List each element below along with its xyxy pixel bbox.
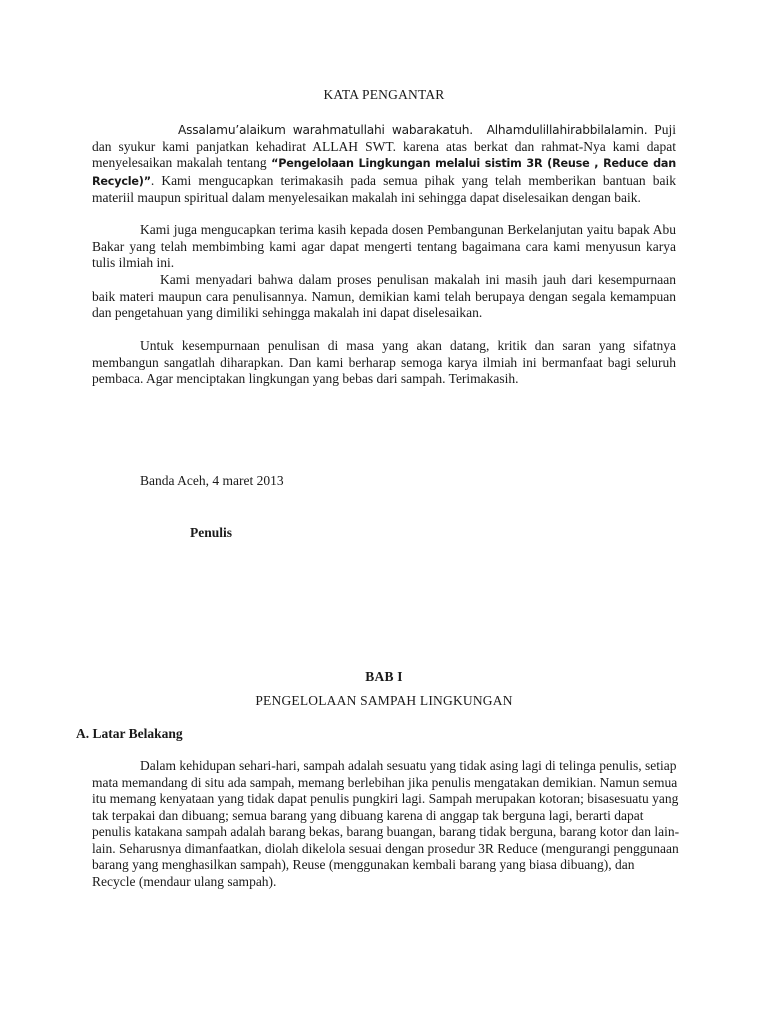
place-date: Banda Aceh, 4 maret 2013 <box>140 473 284 488</box>
section-heading: A. Latar Belakang <box>76 726 183 741</box>
background-paragraph: Dalam kehidupan sehari-hari, sampah adalah sesuatu yang tidak asing lagi di telinga penulis, setiap mata memandang di situ ada sampah, memang berlebihan jika penulis mengatakan demikian. Namun semua itu memang kenyataan yang tidak dapat penulis pungkiri lagi. Sampah merupakan kotoran; bisasesuatu yang tak terpakai dan dibuang; semua barang yang dibuang karena di anggap tak berguna lagi, berarti dapat penulis katakana sampah adalah barang bekas, barang buangan, barang tidak berguna, barang kotor dan lain-lain. Seharusnya dimanfaatkan, diolah dikelola sesuai dengan prosedur 3R Reduce (mengurangi penggunaan barang yang menghasilkan sampah), Reuse (menggunakan kembali barang yang biasa dibuang), dan Recycle (mendaur ulang sampah). <box>92 758 680 889</box>
chapter-number: BAB I <box>365 669 403 684</box>
preface-paragraph-1 <box>92 122 676 207</box>
preface-title: KATA PENGANTAR <box>323 87 445 102</box>
paper-title: “Pengelolaan Lingkungan melalui sistim 3R (Reuse , Reduce dan Recycle)” <box>92 157 676 188</box>
preface-paragraph-3: Kami menyadari bahwa dalam proses penulisan makalah ini masih jauh dari kesempurnaan baik materi maupun cara penulisannya. Namun, demikian kami telah berupaya dengan segala kemampuan dan pengetahuan yang dimiliki sehingga makalah ini dapat diselesaikan. <box>92 272 676 320</box>
preface-paragraph-4: Untuk kesempurnaan penulisan di masa yang akan datang, kritik dan saran yang sifatnya membangun sangatlah diharapkan. Dan kami berharap semoga karya ilmiah ini bermanfaat bagi seluruh pembaca. Agar menciptakan lingkungan yang bebas dari sampah. Terimakasih. <box>92 338 676 386</box>
preface-paragraph-2: Kami juga mengucapkan terima kasih kepada dosen Pembangunan Berkelanjutan yaitu bapak Abu Bakar yang telah membimbing kami agar dapat mengerti tentang bagaimana cara kami menyusun karya tulis ilmiah ini. <box>92 222 676 270</box>
preface-p1-after: . Kami mengucapkan terimakasih pada semua pihak yang telah memberikan bantuan baik materiil maupun spiritual dalam menyelesaikan makalah ini sehingga dapat diselesaikan dengan baik. <box>92 172 676 205</box>
author-label: Penulis <box>190 525 233 540</box>
greeting-text: Assalamu’alaikum warahmatullahi wabarakatuh. <box>178 123 473 137</box>
praise-text: Alhamdulillahirabbilalamin. <box>486 123 648 137</box>
preface-p1-before: Puji dan syukur kami panjatkan kehadirat ALLAH SWT. karena atas berkat dan rahmat-Nya kami dapat menyelesaikan makalah tentang <box>92 122 677 170</box>
chapter-title: PENGELOLAAN SAMPAH LINGKUNGAN <box>255 693 513 708</box>
